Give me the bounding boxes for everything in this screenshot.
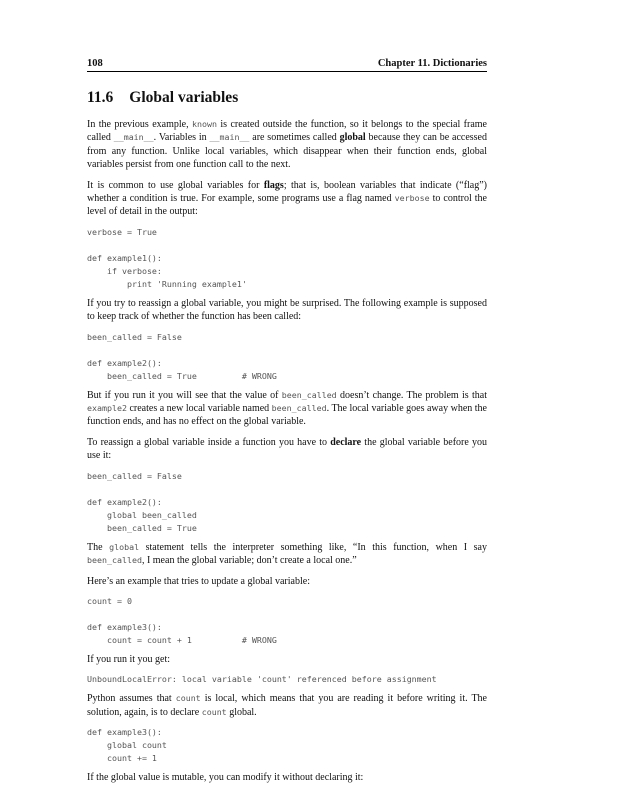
text: . The local variable goes away when the function ends, and has no effect on the global variable.	[87, 403, 487, 428]
code-block-2: been_called = False def example2(): been_called = True # WRONG	[87, 331, 277, 381]
inline-code: count	[175, 693, 201, 704]
inline-code: __main__	[209, 132, 250, 143]
inline-code: count	[201, 706, 227, 717]
inline-code: verbose	[394, 193, 430, 204]
text: . Variables in	[153, 132, 210, 144]
text: statement tells the interpreter something like, “In this function, when I say	[139, 541, 487, 553]
code-block-1: verbose = True def example1(): if verbose: print 'Running example1'	[87, 226, 247, 289]
code-block-5: UnboundLocalError: local variable 'count' referenced before assignment	[87, 674, 437, 685]
bold-term: declare	[330, 436, 362, 448]
text: is created outside the function, so it belongs to the special frame called	[87, 119, 487, 144]
page-number: 108	[87, 58, 103, 69]
inline-code: known	[192, 119, 217, 129]
paragraph-9	[87, 692, 487, 719]
paragraph-7: Here’s an example that tries to update a global variable:	[87, 575, 310, 587]
text: It is common to use global variables for	[87, 179, 264, 191]
inline-code: been_called	[281, 389, 337, 400]
text: global.	[226, 706, 257, 718]
code-block-4: count = 0 def example3(): count = count + 1 # WRONG	[87, 595, 277, 645]
code-block-6: def example3(): global count count += 1	[87, 727, 167, 764]
text: because they can be accessed from any function. Unlike local variables, which disappear when their function ends, global variables persist from one function call to the next.	[87, 132, 488, 171]
section-heading	[87, 89, 487, 107]
section-number: 11.6	[87, 89, 114, 106]
paragraph-6	[87, 541, 487, 568]
inline-code: been_called	[271, 403, 327, 414]
chapter-title: Chapter 11. Dictionaries	[377, 58, 487, 69]
text: ; that is, boolean variables that indicate (“flag”) whether a condition is true. For example, some programs use a flag named	[87, 179, 488, 205]
text: To reassign a global variable inside a function you have to	[87, 436, 331, 448]
paragraph-5	[87, 436, 487, 463]
paragraph-2	[87, 179, 487, 219]
text: , I mean the global variable; don’t create a local one.”	[141, 555, 357, 567]
bold-term: flags	[263, 179, 284, 191]
inline-code: global	[109, 541, 140, 552]
paragraph-8: If you run it you get:	[87, 653, 171, 665]
section-title: Global variables	[129, 89, 239, 106]
text: are sometimes called	[249, 132, 340, 144]
running-header	[87, 58, 487, 72]
paragraph-3: If you try to reassign a global variable, you might be surprised. The following example is supposed to keep track of whether the function has been called:	[87, 297, 487, 323]
inline-code: been_called	[87, 555, 142, 566]
paragraph-4	[87, 389, 487, 429]
text: The	[87, 541, 110, 553]
bold-term: global	[339, 132, 366, 144]
inline-code: example2	[87, 403, 127, 414]
paragraph-10: If the global value is mutable, you can modify it without declaring it:	[87, 772, 364, 784]
text: Python assumes that	[87, 693, 176, 705]
text: is local, which means that you are reading it before writing it. The solution, again, is to declare	[87, 693, 487, 718]
inline-code: __main__	[113, 132, 154, 143]
text: the global variable before you use it:	[87, 436, 487, 462]
paragraph-1	[87, 118, 487, 172]
page	[87, 58, 487, 792]
text: creates a new local variable named	[126, 403, 272, 415]
code-block-3: been_called = False def example2(): global been_called been_called = True	[87, 470, 197, 533]
text: to control the level of detail in the output:	[87, 193, 487, 218]
text: In the previous example,	[87, 119, 192, 130]
text: But if you run it you will see that the value of	[87, 389, 282, 401]
text: doesn’t change. The problem is that	[336, 389, 487, 401]
